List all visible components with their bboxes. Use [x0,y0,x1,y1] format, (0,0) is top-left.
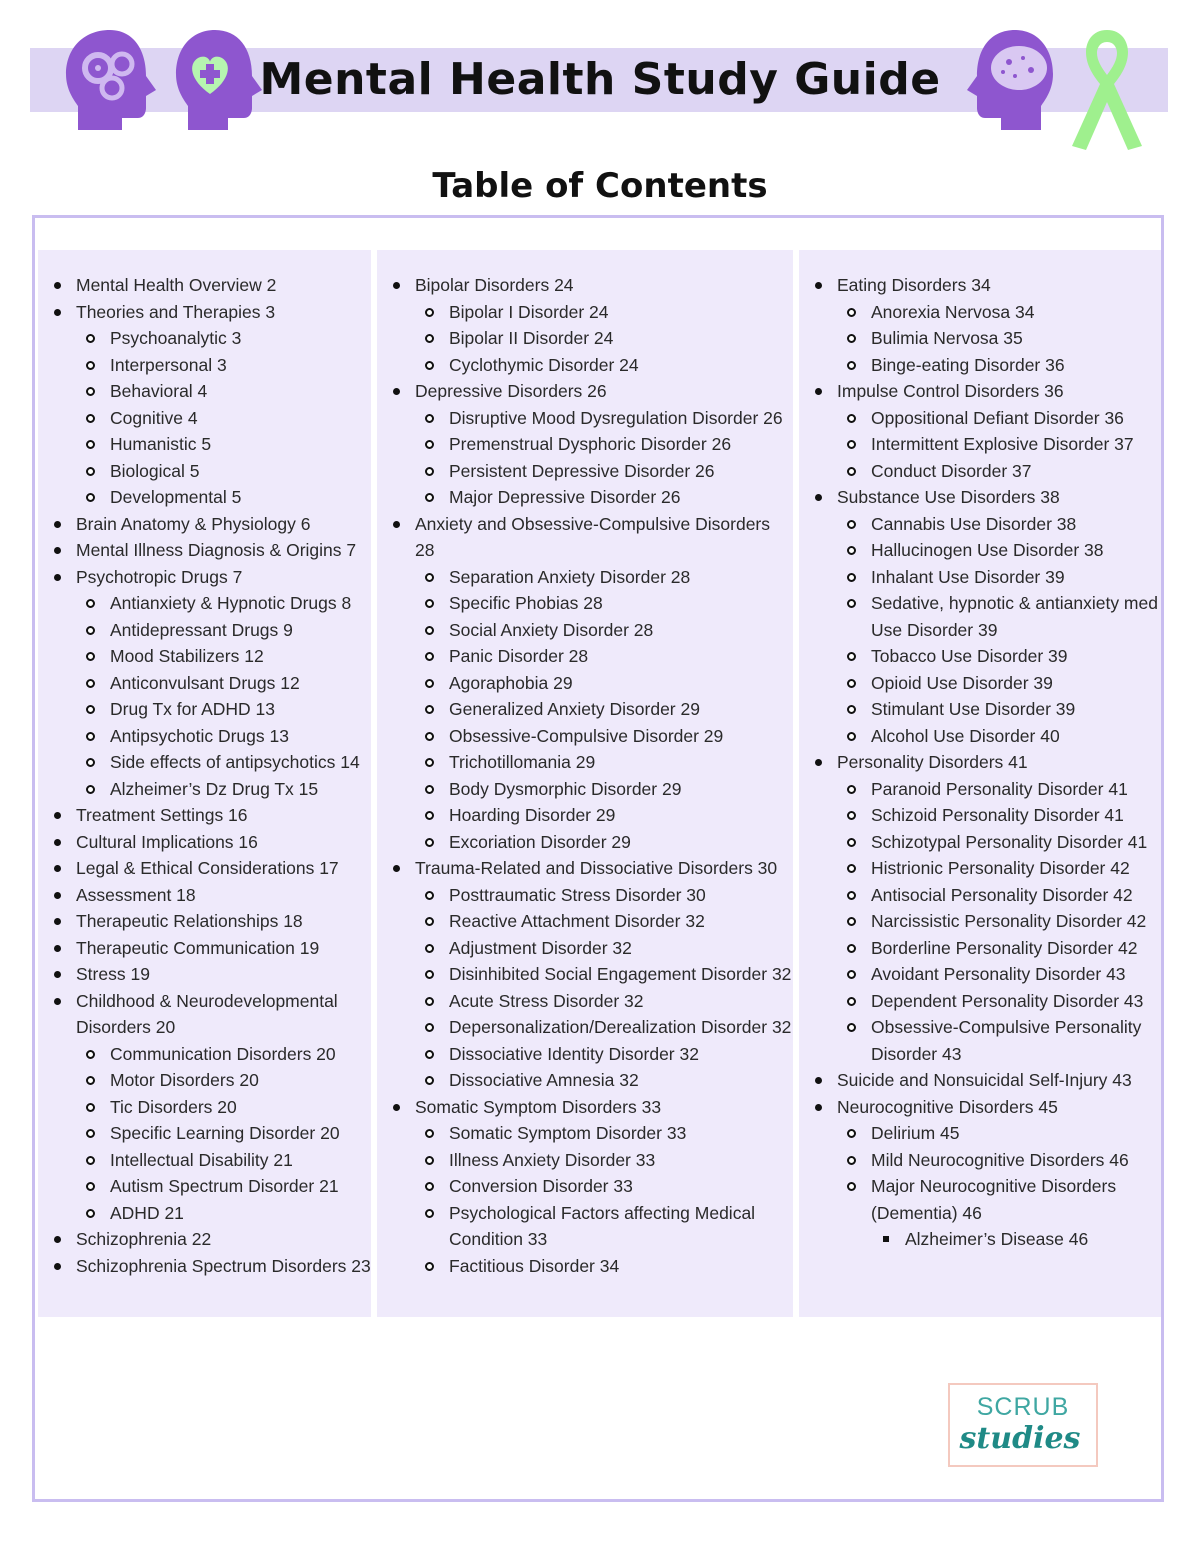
toc-entry: Binge-eating Disorder 36 [799,352,1161,379]
toc-entry: Agoraphobia 29 [377,670,793,697]
toc-entry: Therapeutic Communication 19 [38,935,371,962]
toc-entry: Posttraumatic Stress Disorder 30 [377,882,793,909]
toc-entry: Somatic Symptom Disorders 33 [377,1094,793,1121]
toc-entry: Schizotypal Personality Disorder 41 [799,829,1161,856]
toc-entry: Developmental 5 [38,484,371,511]
toc-entry: Treatment Settings 16 [38,802,371,829]
toc-entry: Dissociative Amnesia 32 [377,1067,793,1094]
toc-entry: Cultural Implications 16 [38,829,371,856]
toc-entry: Specific Phobias 28 [377,590,793,617]
toc-entry: Cognitive 4 [38,405,371,432]
toc-entry: Obsessive-Compulsive Personality Disorder 43 [799,1014,1161,1067]
toc-entry: Tobacco Use Disorder 39 [799,643,1161,670]
toc-entry: Antipsychotic Drugs 13 [38,723,371,750]
toc-entry: Obsessive-Compulsive Disorder 29 [377,723,793,750]
toc-entry: Bipolar Disorders 24 [377,272,793,299]
toc-entry: Stimulant Use Disorder 39 [799,696,1161,723]
toc-entry: Conversion Disorder 33 [377,1173,793,1200]
toc-entry: Depersonalization/Derealization Disorder 32 [377,1014,793,1041]
toc-entry: Hallucinogen Use Disorder 38 [799,537,1161,564]
toc-entry: Conduct Disorder 37 [799,458,1161,485]
toc-entry: Persistent Depressive Disorder 26 [377,458,793,485]
toc-entry: Generalized Anxiety Disorder 29 [377,696,793,723]
toc-column-2 [377,250,793,1317]
toc-entry: Depressive Disorders 26 [377,378,793,405]
toc-entry: Social Anxiety Disorder 28 [377,617,793,644]
toc-entry: Motor Disorders 20 [38,1067,371,1094]
toc-entry: Bulimia Nervosa 35 [799,325,1161,352]
toc-entry: Disruptive Mood Dysregulation Disorder 26 [377,405,793,432]
toc-entry: Histrionic Personality Disorder 42 [799,855,1161,882]
brain-head-icon [965,24,1060,136]
toc-entry: Childhood & Neurodevelopmental Disorders 20 [38,988,371,1041]
toc-entry: Antianxiety & Hypnotic Drugs 8 [38,590,371,617]
toc-entry: Antidepressant Drugs 9 [38,617,371,644]
toc-entry: Antisocial Personality Disorder 42 [799,882,1161,909]
toc-entry: Psychotropic Drugs 7 [38,564,371,591]
toc-entry: Neurocognitive Disorders 45 [799,1094,1161,1121]
toc-entry: Bipolar II Disorder 24 [377,325,793,352]
toc-entry: Schizophrenia 22 [38,1226,371,1253]
toc-entry: Paranoid Personality Disorder 41 [799,776,1161,803]
toc-entry: Delirium 45 [799,1120,1161,1147]
toc-entry: Sedative, hypnotic & antianxiety med Use Disorder 39 [799,590,1161,643]
toc-entry: Mood Stabilizers 12 [38,643,371,670]
toc-entry: Anticonvulsant Drugs 12 [38,670,371,697]
toc-entry: Dissociative Identity Disorder 32 [377,1041,793,1068]
toc-entry: Mental Health Overview 2 [38,272,371,299]
toc-entry: Mild Neurocognitive Disorders 46 [799,1147,1161,1174]
toc-entry: Factitious Disorder 34 [377,1253,793,1280]
toc-entry: Borderline Personality Disorder 42 [799,935,1161,962]
toc-entry: Therapeutic Relationships 18 [38,908,371,935]
toc-entry: Tic Disorders 20 [38,1094,371,1121]
toc-entry: Major Depressive Disorder 26 [377,484,793,511]
scrub-studies-logo [948,1383,1098,1467]
toc-entry: ADHD 21 [38,1200,371,1227]
toc-entry: Avoidant Personality Disorder 43 [799,961,1161,988]
toc-entry: Impulse Control Disorders 36 [799,378,1161,405]
toc-entry: Drug Tx for ADHD 13 [38,696,371,723]
green-ribbon-icon [1062,22,1152,154]
toc-entry: Somatic Symptom Disorder 33 [377,1120,793,1147]
toc-entry: Assessment 18 [38,882,371,909]
toc-entry: Premenstrual Dysphoric Disorder 26 [377,431,793,458]
toc-entry: Opioid Use Disorder 39 [799,670,1161,697]
toc-entry: Alcohol Use Disorder 40 [799,723,1161,750]
toc-entry: Eating Disorders 34 [799,272,1161,299]
toc-entry: Acute Stress Disorder 32 [377,988,793,1015]
toc-entry: Adjustment Disorder 32 [377,935,793,962]
toc-entry: Suicide and Nonsuicidal Self-Injury 43 [799,1067,1161,1094]
toc-entry: Stress 19 [38,961,371,988]
toc-entry: Alzheimer’s Disease 46 [799,1226,1161,1253]
toc-entry: Behavioral 4 [38,378,371,405]
toc-entry: Autism Spectrum Disorder 21 [38,1173,371,1200]
logo-line-2: studies [959,1421,1081,1456]
toc-entry: Brain Anatomy & Physiology 6 [38,511,371,538]
toc-entry: Intellectual Disability 21 [38,1147,371,1174]
toc-entry: Anxiety and Obsessive-Compulsive Disorders 28 [377,511,793,564]
toc-entry: Humanistic 5 [38,431,371,458]
toc-column-3 [799,250,1161,1317]
toc-entry: Theories and Therapies 3 [38,299,371,326]
toc-entry: Trauma-Related and Dissociative Disorders 30 [377,855,793,882]
toc-entry: Oppositional Defiant Disorder 36 [799,405,1161,432]
toc-entry: Body Dysmorphic Disorder 29 [377,776,793,803]
toc-entry: Hoarding Disorder 29 [377,802,793,829]
toc-entry: Psychological Factors affecting Medical Condition 33 [377,1200,793,1253]
toc-entry: Legal & Ethical Considerations 17 [38,855,371,882]
toc-entry: Trichotillomania 29 [377,749,793,776]
toc-entry: Interpersonal 3 [38,352,371,379]
toc-entry: Biological 5 [38,458,371,485]
toc-entry: Inhalant Use Disorder 39 [799,564,1161,591]
toc-column-1 [38,250,371,1317]
toc-entry: Major Neurocognitive Disorders (Dementia) 46 [799,1173,1161,1226]
toc-entry: Cannabis Use Disorder 38 [799,511,1161,538]
toc-entry: Substance Use Disorders 38 [799,484,1161,511]
toc-entry: Dependent Personality Disorder 43 [799,988,1161,1015]
toc-entry: Separation Anxiety Disorder 28 [377,564,793,591]
toc-entry: Disinhibited Social Engagement Disorder 32 [377,961,793,988]
toc-title: Table of Contents [432,166,768,206]
toc-entry: Intermittent Explosive Disorder 37 [799,431,1161,458]
toc-entry: Communication Disorders 20 [38,1041,371,1068]
toc-entry: Schizophrenia Spectrum Disorders 23 [38,1253,371,1280]
toc-entry: Panic Disorder 28 [377,643,793,670]
page-title: Mental Health Study Guide [259,54,941,105]
toc-entry: Alzheimer’s Dz Drug Tx 15 [38,776,371,803]
toc-entry: Side effects of antipsychotics 14 [38,749,371,776]
toc-entry: Cyclothymic Disorder 24 [377,352,793,379]
toc-entry: Illness Anxiety Disorder 33 [377,1147,793,1174]
toc-entry: Bipolar I Disorder 24 [377,299,793,326]
logo-line-1: SCRUB [976,1393,1070,1421]
toc-entry: Reactive Attachment Disorder 32 [377,908,793,935]
toc-entry: Mental Illness Diagnosis & Origins 7 [38,537,371,564]
toc-entry: Schizoid Personality Disorder 41 [799,802,1161,829]
toc-entry: Psychoanalytic 3 [38,325,371,352]
toc-entry: Excoriation Disorder 29 [377,829,793,856]
toc-entry: Anorexia Nervosa 34 [799,299,1161,326]
toc-entry: Specific Learning Disorder 20 [38,1120,371,1147]
toc-entry: Personality Disorders 41 [799,749,1161,776]
toc-entry: Narcissistic Personality Disorder 42 [799,908,1161,935]
